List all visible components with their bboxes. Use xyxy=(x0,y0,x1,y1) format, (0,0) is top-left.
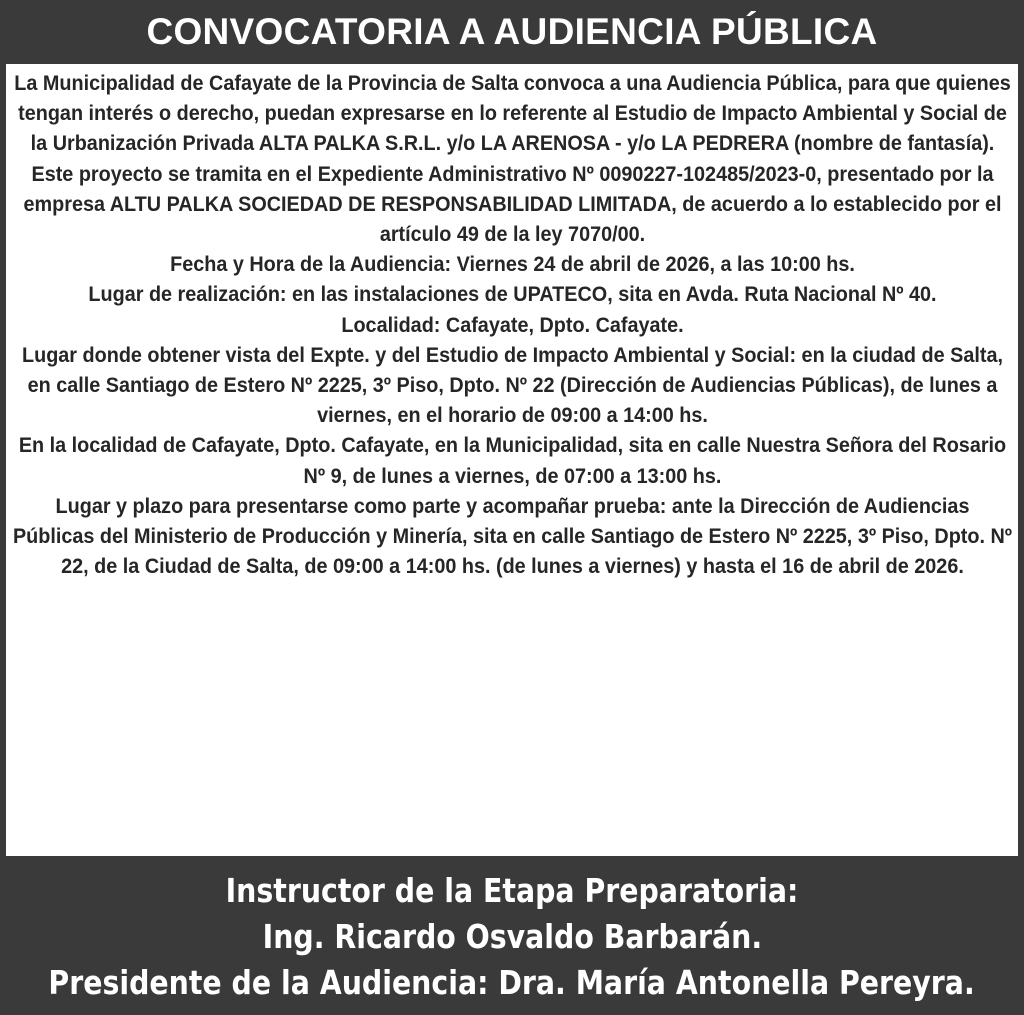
paragraph-convocation: La Municipalidad de Cafayate de la Provincia de Salta convoca a una Audiencia Pública, para que quienes tengan interés o derecho, puedan expresarse en lo referente al Estudio de Impacto Ambiental y Social de la Urbanización Privada ALTA PALKA S.R.L. y/o LA ARENOSA - y/o LA PEDRERA (nombre de fantasía). xyxy=(14,71,1011,156)
president-line: Presidente de la Audiencia: Dra. María Antonella Pereyra. xyxy=(48,962,976,1002)
notice-footer xyxy=(0,858,1024,1015)
paragraph-cafayate-office: En la localidad de Cafayate, Dpto. Cafayate, en la Municipalidad, sita en calle Nuestra Señora del Rosario Nº 9, de lunes a viernes, de 07:00 a 13:00 hs. xyxy=(18,433,1007,488)
instructor-name: Ing. Ricardo Osvaldo Barbarán. xyxy=(262,916,762,956)
paragraph-expediente: Este proyecto se tramita en el Expediente Administrativo Nº 0090227-102485/2023-0, presentado por la empresa ALTU PALKA SOCIEDAD DE RESPONSABILIDAD LIMITADA, de acuerdo a lo establecido por el artículo 49 de la ley 7070/00. xyxy=(23,161,1002,247)
instructor-label: Instructor de la Etapa Preparatoria: xyxy=(225,870,799,910)
notice-body xyxy=(6,64,1018,856)
paragraph-date-time: Fecha y Hora de la Audiencia: Viernes 24 de abril de 2026, a las 10:00 hs. xyxy=(170,252,855,277)
paragraph-deadline: Lugar y plazo para presentarse como parte y acompañar prueba: ante la Dirección de Audiencias Públicas del Ministerio de Producción y Minería, sita en calle Santiago de Estero Nº 2225, 3º Piso, Dpto. Nº 22, de la Ciudad de Salta, de 09:00 a 14:00 hs. (de lunes a viernes) y hasta el 16 de abril de 2026. xyxy=(12,493,1013,579)
paragraph-venue: Lugar de realización: en las instalaciones de UPATECO, sita en Avda. Ruta Nacional Nº 40. xyxy=(88,282,937,307)
paragraph-locality: Localidad: Cafayate, Dpto. Cafayate. xyxy=(341,312,684,337)
paragraph-view-location: Lugar donde obtener vista del Expte. y del Estudio de Impacto Ambiental y Social: en la ciudad de Salta, en calle Santiago de Estero Nº 2225, 3º Piso, Dpto. Nº 22 (Dirección de Audiencias Públicas), de lunes a viernes, en el horario de 09:00 a 14:00 hs. xyxy=(21,342,1003,428)
notice-title: CONVOCATORIA A AUDIENCIA PÚBLICA xyxy=(146,11,878,52)
